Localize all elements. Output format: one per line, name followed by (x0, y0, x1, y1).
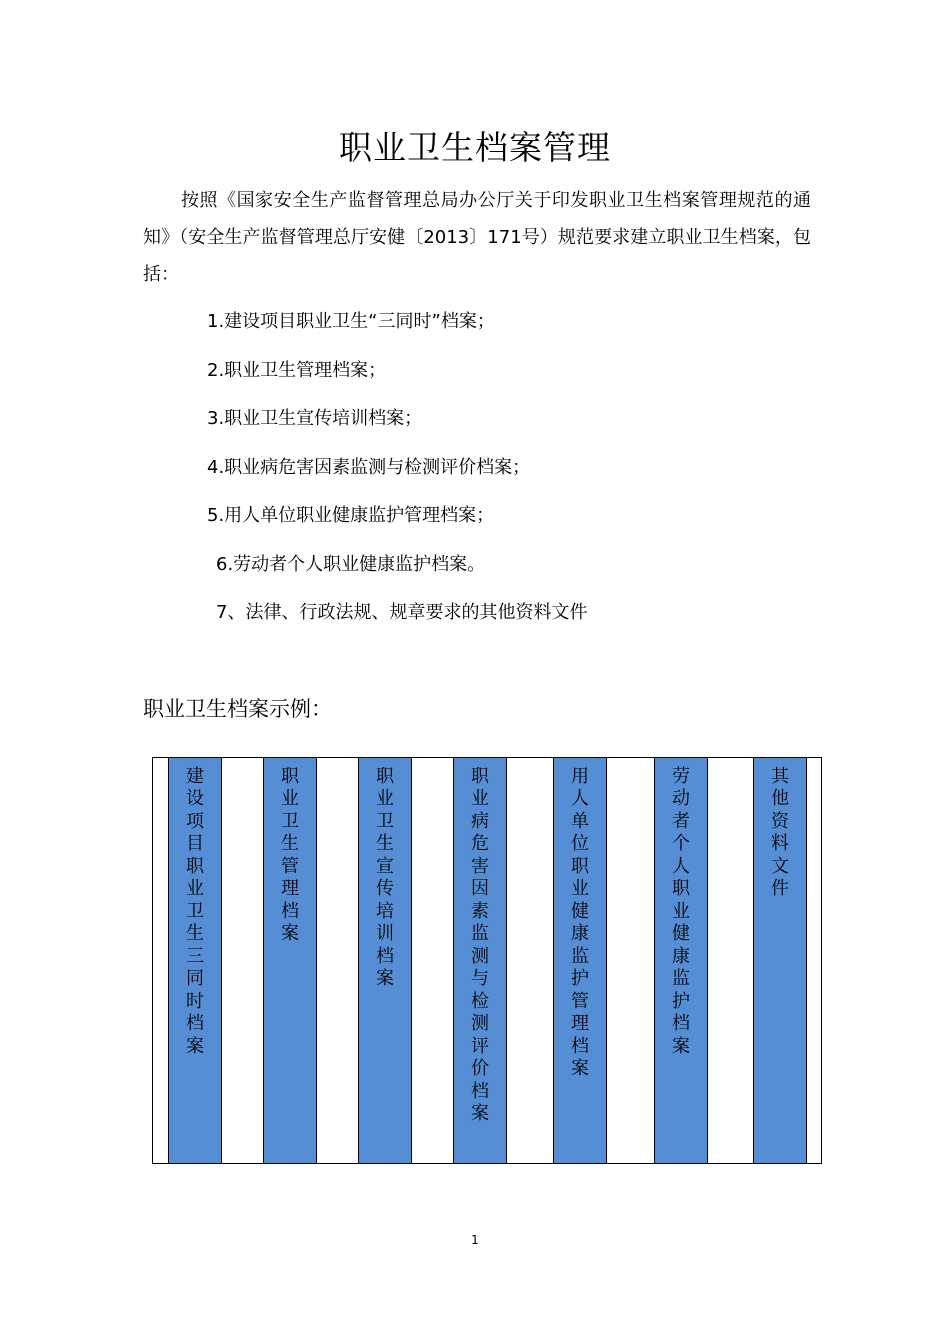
list-item: 2.职业卫生管理档案； (207, 360, 387, 381)
list-item: 3.职业卫生宣传培训档案； (207, 408, 423, 429)
archive-column-label: 建设项目职业卫生三同时档案 (186, 765, 204, 1057)
list-item: 5.用人单位职业健康监护管理档案； (207, 505, 495, 526)
list-item: 1.建设项目职业卫生“三同时”档案； (207, 311, 495, 332)
examples-heading: 职业卫生档案示例： (143, 697, 332, 721)
archive-diagram (152, 757, 822, 1164)
archive-column (453, 757, 507, 1164)
archive-column-label: 劳动者个人职业健康监护档案 (672, 765, 690, 1057)
archive-column (753, 757, 807, 1164)
list-item: 4.职业病危害因素监测与检测评价档案； (207, 457, 531, 478)
archive-column (358, 757, 412, 1164)
list-item: 6.劳动者个人职业健康监护档案。 (216, 554, 486, 575)
page-number: 1 (471, 1233, 479, 1247)
archive-column-label: 用人单位职业健康监护管理档案 (571, 765, 589, 1079)
archive-column-label: 职业卫生管理档案 (281, 765, 299, 944)
archive-column (263, 757, 317, 1164)
archive-column (553, 757, 607, 1164)
archive-column (654, 757, 708, 1164)
document-title: 职业卫生档案管理 (339, 128, 611, 167)
list-item: 7、法律、行政法规、规章要求的其他资料文件 (216, 602, 588, 623)
archive-column-label: 其他资料文件 (771, 765, 789, 899)
intro-paragraph: 按照《国家安全生产监督管理总局办公厅关于印发职业卫生档案管理规范的通知》（安全生产监督管理总厅安健〔2013〕171号）规范要求建立职业卫生档案，包括： (143, 190, 811, 285)
archive-column-label: 职业卫生宣传培训档案 (376, 765, 394, 989)
archive-column (168, 757, 222, 1164)
archive-column-label: 职业病危害因素监测与检测评价档案 (471, 765, 489, 1124)
